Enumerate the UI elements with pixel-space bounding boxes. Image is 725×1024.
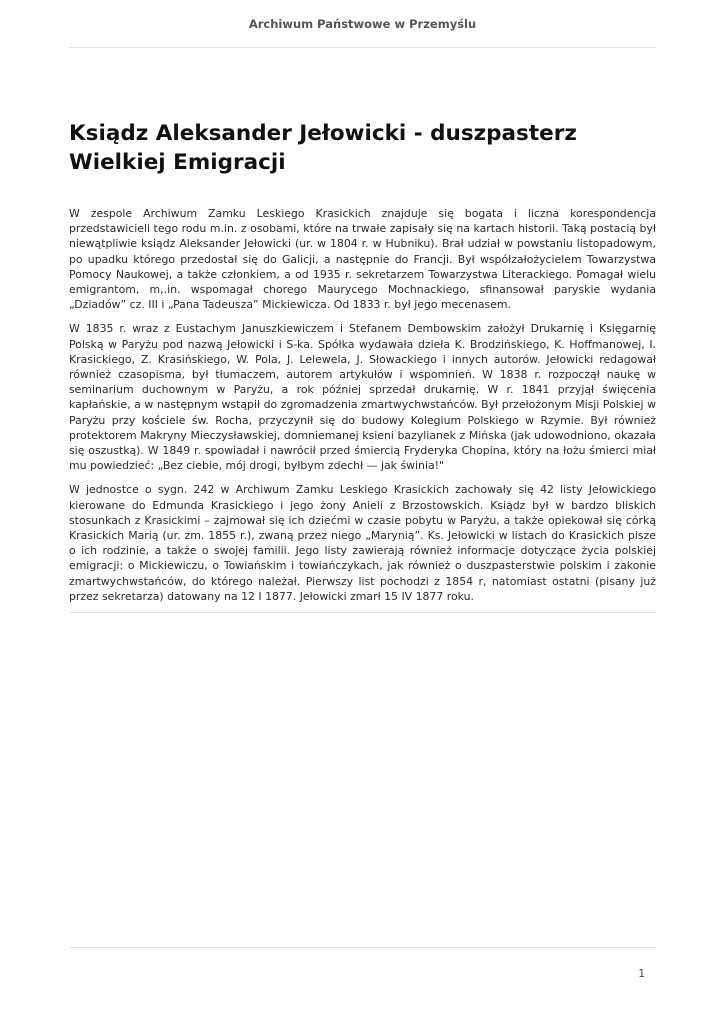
- article-body: [69, 206, 656, 613]
- paragraph: W zespole Archiwum Zamku Leskiego Krasickich znajduje się bogata i liczna korespondencja przedstawicieli tego rodu m.in. z osobami, które na trwałe zapisały się na kartach historii. Taką postacią był niewątpliwie ksiądz Aleksander Jełowicki (ur. w 1804 r. w Hubniku). Brał udział w powstaniu listopadowym, po upadku którego przedostał się do Galicji, a następnie do Francji. Był współzałożycielem Towarzystwa Pomocy Naukowej, a także członkiem, a od 1935 r. sekretarzem Towarzystwa Literackiego. Pomagał wielu emigrantom, m,.in. wspomagał chorego Maurycego Mochnackiego, sfinansował paryskie wydania „Dziadów” cz. III i „Pana Tadeusza” Mickiewicza. Od 1833 r. był jego mecenasem.: [69, 207, 656, 312]
- paragraph: W jednostce o sygn. 242 w Archiwum Zamku Leskiego Krasickich zachowały się 42 listy Jełowickiego kierowane do Edmunda Krasickiego i jego żony Anieli z Brzostowskich. Ksiądz był w bardzo bliskich stosunkach z Krasickimi – zajmował się ich dziećmi w czasie pobytu w Paryżu, a także opiekował się córką Krasickich Marią (ur. zm. 1855 r.), zwaną przez niego „Marynią”. Ks. Jełowicki w listach do Krasickich pisze o ich rodzinie, a także o swojej familii. Jego listy zawierają również informacje dotyczące życia polskiej emigracji: o Mickiewiczu, o Towiańskim i towiańczykach, jak również o duszpasterstwie polskim i zakonie zmartwychwstańców, do którego należał. Pierwszy list pochodzi z 1854 r, natomiast ostatni (pisany już przez sekretarza) datowany na 12 I 1877. Jełowicki zmarł 15 IV 1877 roku.: [69, 483, 656, 603]
- footer-divider: [69, 947, 656, 948]
- article-title: Ksiądz Aleksander Jełowicki - duszpasterz Wielkiej Emigracji: [69, 121, 577, 175]
- content-divider: [69, 612, 656, 613]
- paragraph: W 1835 r. wraz z Eustachym Januszkiewiczem i Stefanem Dembowskim założył Drukarnię i Księgarnię Polską w Paryżu pod nazwą Jełowicki i S-ka. Spółka wydawała dzieła K. Brodzińskiego, K. Hoffmanowej, I. Krasickiego, Z. Krasińskiego, W. Pola, J. Lelewela, J. Słowackiego i innych autorów. Jełowicki redagował również czasopisma, był tłumaczem, autorem artykułów i wspomnień. W 1838 r. rozpoczął naukę w seminarium duchownym w Paryżu, a rok później sprzedał drukarnię. W r. 1841 przyjął święcenia kapłańskie, a w następnym wstąpił do zgromadzenia zmartwychwstańców. Był przełożonym Misji Polskiej w Paryżu przy kościele św. Rocha, przyczynił się do budowy Kolegium Polskiego w Rzymie. Był również protektorem Makryny Mieczysławskiej, domniemanej ksieni bazylianek z Mińska (jak udowodniono, okazała się oszustką). W 1849 r. spowiadał i nawrócił przed śmiercią Fryderyka Chopina, który na łożu śmierci miał mu powiedzieć: „Bez ciebie, mój drogi, byłbym zdechł — jak świnia!": [69, 322, 656, 473]
- site-header: Archiwum Państwowe w Przemyślu: [248, 17, 477, 31]
- header-divider: [69, 47, 656, 48]
- page-number: 1: [638, 968, 645, 980]
